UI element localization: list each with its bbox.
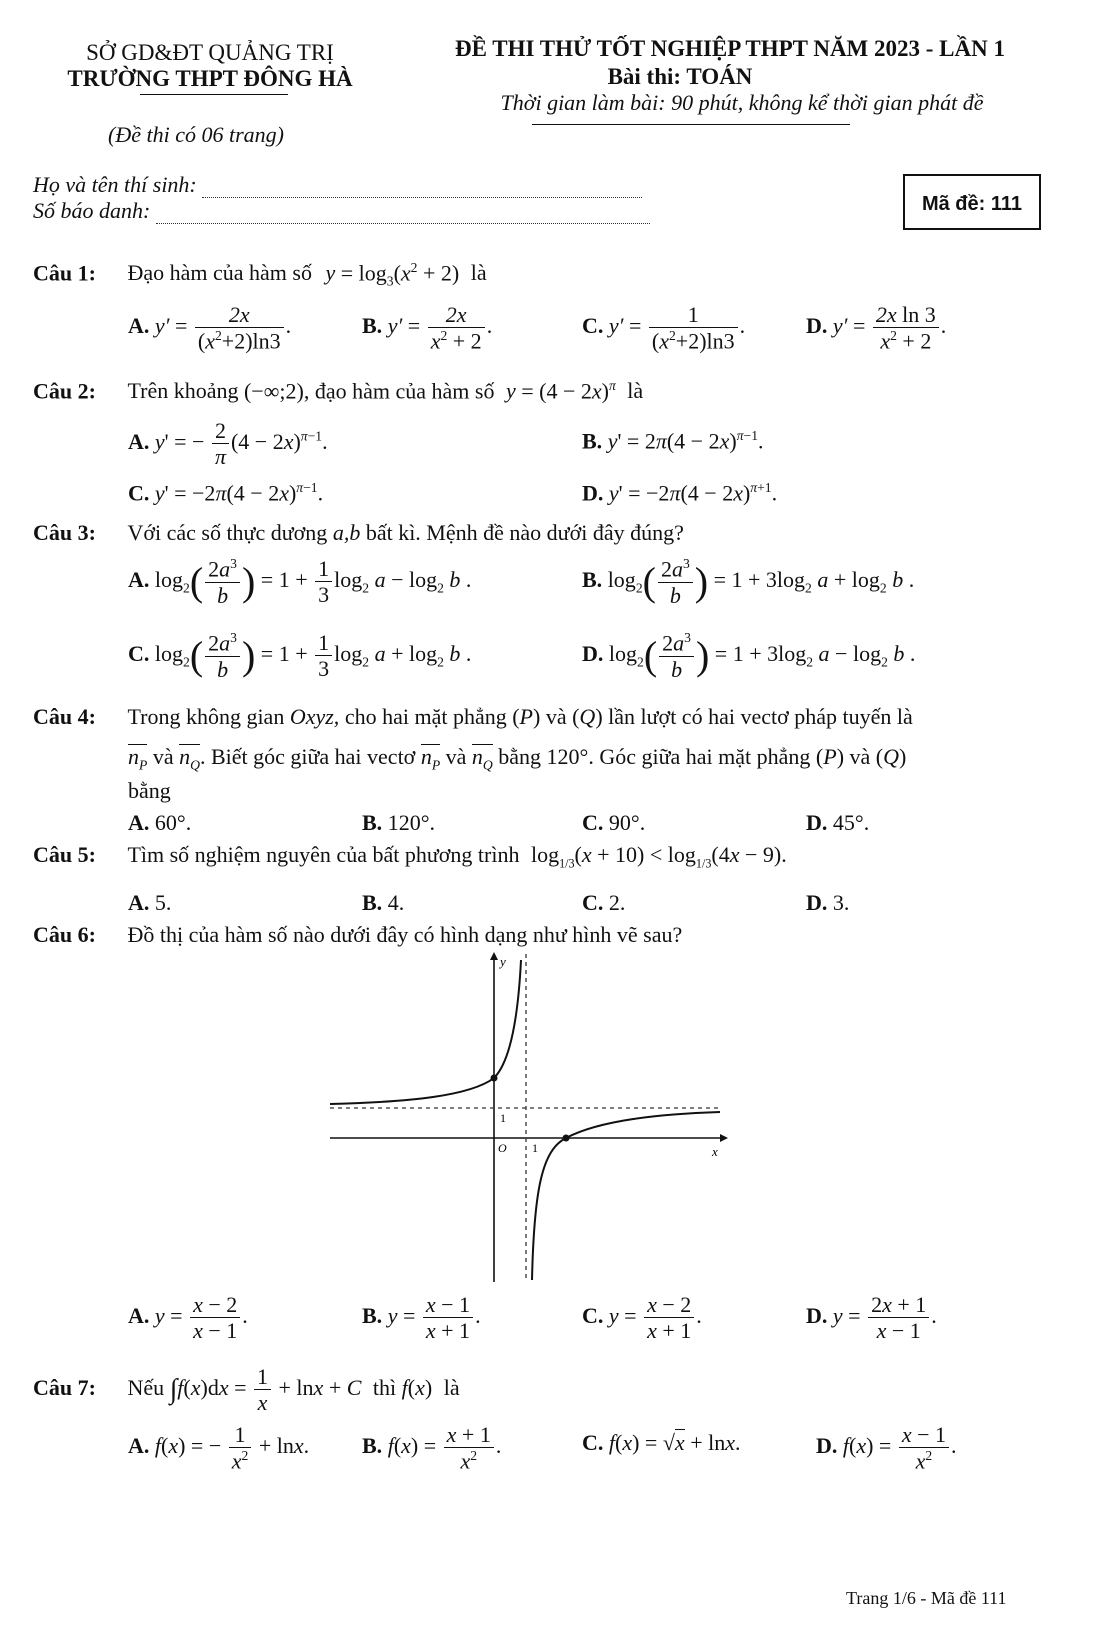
function-graph (320, 950, 730, 1286)
x-tick-one: 1 (532, 1141, 538, 1155)
option-label: A. (128, 890, 150, 915)
q2-label: Câu 2: (33, 378, 96, 404)
page-footer: Trang 1/6 - Mã đề 111 (846, 1588, 1007, 1608)
y-axis-arrow (490, 952, 498, 960)
option-label: D. (816, 1433, 838, 1459)
q4-stem-line2: $n_P$ và $n_Q$. Biết góc giữa hai vectơ $n_P$ và $n_Q$ bằng 120°. Góc giữa hai mặt phẳng (P) và (Q) (128, 744, 907, 773)
option-label: D. (582, 641, 604, 667)
q2-stem: Câu 2: Trên khoảng (−∞;2), đạo hàm của hàm số $y = (4 - 2x)^\pi$ là (33, 378, 644, 404)
option-label: C. (582, 890, 604, 915)
q7-end: là (443, 1374, 460, 1400)
option-label: A. (128, 428, 150, 454)
option-label: C. (582, 1302, 604, 1328)
name-label: Họ và tên thí sinh: (33, 172, 197, 197)
q3-text-b: bất kì. Mệnh đề nào dưới đây đúng? (365, 520, 684, 545)
option-text: 2. (608, 890, 626, 915)
q3-text: Với các số thực dương (127, 520, 328, 545)
id-dots (156, 205, 650, 224)
y-intercept-point (491, 1075, 498, 1082)
q2-text-b: , đạo hàm của hàm số (303, 378, 495, 404)
option-label: A. (128, 567, 150, 593)
q7-option-c: C. f(x) = √x + lnx. (582, 1430, 741, 1455)
q2-option-c: C. $y' = -2\pi(4 - 2x)^{\pi-1}$. (128, 480, 324, 506)
q4-and-3: và (849, 744, 871, 769)
exam-time: Thời gian làm bài: 90 phút, không kể thời gian phát đề (500, 90, 984, 115)
origin-label: O (498, 1141, 507, 1155)
q7-option-b: B. f(x) = $\frac{x + 1}{x^2}$ . (362, 1422, 502, 1474)
y-axis-label: y (500, 954, 506, 969)
option-label: B. (362, 1302, 383, 1328)
q1-label: Câu 1: (33, 260, 96, 286)
x-axis-arrow (720, 1134, 728, 1142)
option-label: D. (582, 480, 604, 506)
department-name: SỞ GD&ĐT QUẢNG TRỊ (86, 40, 334, 65)
option-text: 60°. (154, 810, 192, 835)
option-label: A. (128, 810, 150, 835)
q6-label: Câu 6: (33, 922, 96, 947)
q7-text: Nếu (127, 1374, 165, 1400)
option-label: B. (582, 567, 603, 593)
q3-stem (33, 520, 684, 546)
option-label: A. (128, 1433, 150, 1459)
q4-text-2d: bằng 120°. Góc giữa hai mặt phẳng (498, 744, 811, 769)
q6-option-d: D. y = $\frac{2x + 1}{x - 1}$ . (806, 1292, 937, 1344)
q2-option-a: A. y' = − $\frac{2}{\pi}$ $(4 - 2x)^{\pi-1}$. (128, 418, 328, 470)
q4-option-b (362, 810, 435, 836)
q6-option-a: A. y = $\frac{x - 2}{x - 1}$ . (128, 1292, 248, 1344)
q6-text: Đồ thị của hàm số nào dưới đây có hình dạng như hình vẽ sau? (127, 922, 683, 947)
q4-text-c: và (545, 704, 567, 729)
q6-option-b: B. y = $\frac{x - 1}{x + 1}$ . (362, 1292, 481, 1344)
q3-option-a: A. $\log_2$( $\frac{2a^3}{b}$ ) = 1 + $\frac{1}{3}$ $\log_2 a - \log_2 b$ . (128, 556, 472, 608)
q4-stem-line3: bằng (128, 778, 171, 803)
q3-label: Câu 3: (33, 520, 96, 545)
option-text: 4. (387, 890, 405, 915)
q7-label: Câu 7: (33, 1374, 96, 1400)
option-text: 45°. (832, 810, 870, 835)
q2-option-b: B. $y' = 2\pi(4 - 2x)^{\pi-1}$. (582, 428, 764, 454)
curve-right-branch (532, 1112, 720, 1280)
q7-option-a: A. f(x) = − $\frac{1}{x^2}$ + lnx. (128, 1422, 310, 1474)
q4-option-d (806, 810, 869, 836)
option-label: D. (806, 313, 828, 339)
pages-note: (Đề thi có 06 trang) (108, 122, 284, 147)
option-label: C. (128, 641, 150, 667)
q7-option-d: D. f(x) = $\frac{x - 1}{x^2}$ . (816, 1422, 957, 1474)
option-label: A. (128, 313, 150, 339)
option-label: B. (362, 1433, 383, 1459)
exam-code-box (903, 174, 1041, 230)
option-label: C. (582, 810, 604, 835)
q5-option-b (362, 890, 404, 916)
q1-stem: Câu 1: Đạo hàm của hàm số $y = \log_3(x^2 + 2)$ là (33, 260, 487, 289)
option-label: D. (806, 890, 828, 915)
option-label: C. (582, 313, 604, 339)
option-label: C. (128, 480, 150, 506)
q2-end: là (627, 378, 644, 404)
option-label: A. (128, 1302, 150, 1328)
option-text: 5. (154, 890, 172, 915)
q7-then: thì (372, 1374, 397, 1400)
q6-option-c: C. y = $\frac{x - 2}{x + 1}$ . (582, 1292, 702, 1344)
q1-end: là (470, 260, 487, 286)
q5-option-c (582, 890, 625, 916)
q2-text: Trên khoảng (127, 378, 239, 404)
q1-option-a: A. y′ = $\frac{2x}{(x^2+2)\ln 3}$ . (128, 302, 292, 354)
q7-stem: Câu 7: Nếu ∫f(x)dx = $\frac{1}{x}$ + lnx + C thì f(x) là (33, 1364, 460, 1416)
q3-option-d: D. $\log_2$( $\frac{2a^3}{b}$ ) = $1 + 3\log_2$ $a - \log_2 b$ . (582, 630, 916, 682)
q5-option-a (128, 890, 171, 916)
q1-option-b: B. y′ = $\frac{2x}{x^2 + 2}$ . (362, 302, 493, 354)
q4-option-c (582, 810, 645, 836)
q5-text: Tìm số nghiệm nguyên của bất phương trình (127, 842, 520, 867)
option-label: B. (362, 810, 383, 835)
q1-option-d: D. y′ = $\frac{\text{2x ln 3}}{x^2 + 2}$ . (806, 302, 947, 354)
q2-option-d: D. $y' = -2\pi(4 - 2x)^{\pi+1}$. (582, 480, 778, 506)
x-intercept-point (563, 1135, 570, 1142)
q6-stem (33, 922, 682, 948)
q4-option-a (128, 810, 191, 836)
name-dots (202, 179, 642, 198)
name-line (33, 172, 642, 198)
exam-title: ĐỀ THI THỬ TỐT NGHIỆP THPT NĂM 2023 - LẦN 1 (455, 36, 1005, 61)
exam-code: Mã đề: 111 (921, 193, 1023, 215)
id-label: Số báo danh: (33, 198, 151, 223)
q5-option-d (806, 890, 849, 916)
q3-option-b: B. $\log_2$( $\frac{2a^3}{b}$ ) = $1 + 3\log_2$ $a + \log_2 b$ . (582, 556, 915, 608)
q3-vars: a,b (332, 520, 361, 545)
option-label: D. (806, 1302, 828, 1328)
q4-and-1: và (152, 744, 174, 769)
time-underline (532, 124, 850, 125)
option-label: B. (362, 890, 383, 915)
q5-label: Câu 5: (33, 842, 96, 867)
q4-text: Trong không gian (127, 704, 285, 729)
school-name: TRƯỜNG THPT ĐÔNG HÀ (67, 66, 353, 91)
option-text: 120°. (387, 810, 435, 835)
x-axis-label: x (712, 1144, 718, 1159)
q5-stem: Câu 5: Tìm số nghiệm nguyên của bất phương trình $\log_{1/3}(x + 10) < \log_{1/3}(4x - 9)$. (33, 842, 787, 871)
option-text: 90°. (608, 810, 646, 835)
q4-stem-line1: Câu 4: Trong không gian Oxyz, cho hai mặt phẳng (P) và (Q) lần lượt có hai vectơ pháp tuyến là (33, 704, 913, 729)
option-text: 3. (832, 890, 850, 915)
id-line (33, 198, 650, 224)
q4-text-2b: . Biết góc giữa hai vectơ (199, 744, 416, 769)
option-label: B. (362, 313, 383, 339)
curve-left-branch (330, 960, 521, 1104)
q4-space: Oxyz, (289, 704, 340, 729)
q1-option-c: C. y′ = $\frac{1}{(x^2+2)\ln 3}$ . (582, 302, 746, 354)
q1-text: Đạo hàm của hàm số (127, 260, 312, 286)
option-label: D. (806, 810, 828, 835)
y-tick-one: 1 (500, 1111, 506, 1125)
option-label: B. (582, 428, 603, 454)
exam-subject: Bài thi: TOÁN (607, 64, 753, 89)
q4-text-d: lần lượt có hai vectơ pháp tuyến là (608, 704, 913, 729)
option-label: C. (582, 1430, 604, 1455)
q3-option-c: C. $\log_2$( $\frac{2a^3}{b}$ ) = 1 + $\frac{1}{3}$ $\log_2 a + \log_2 b$ . (128, 630, 472, 682)
school-underline (140, 94, 288, 95)
q4-text-b: cho hai mặt phẳng (344, 704, 507, 729)
q4-label: Câu 4: (33, 704, 96, 729)
q4-and-2: và (445, 744, 467, 769)
